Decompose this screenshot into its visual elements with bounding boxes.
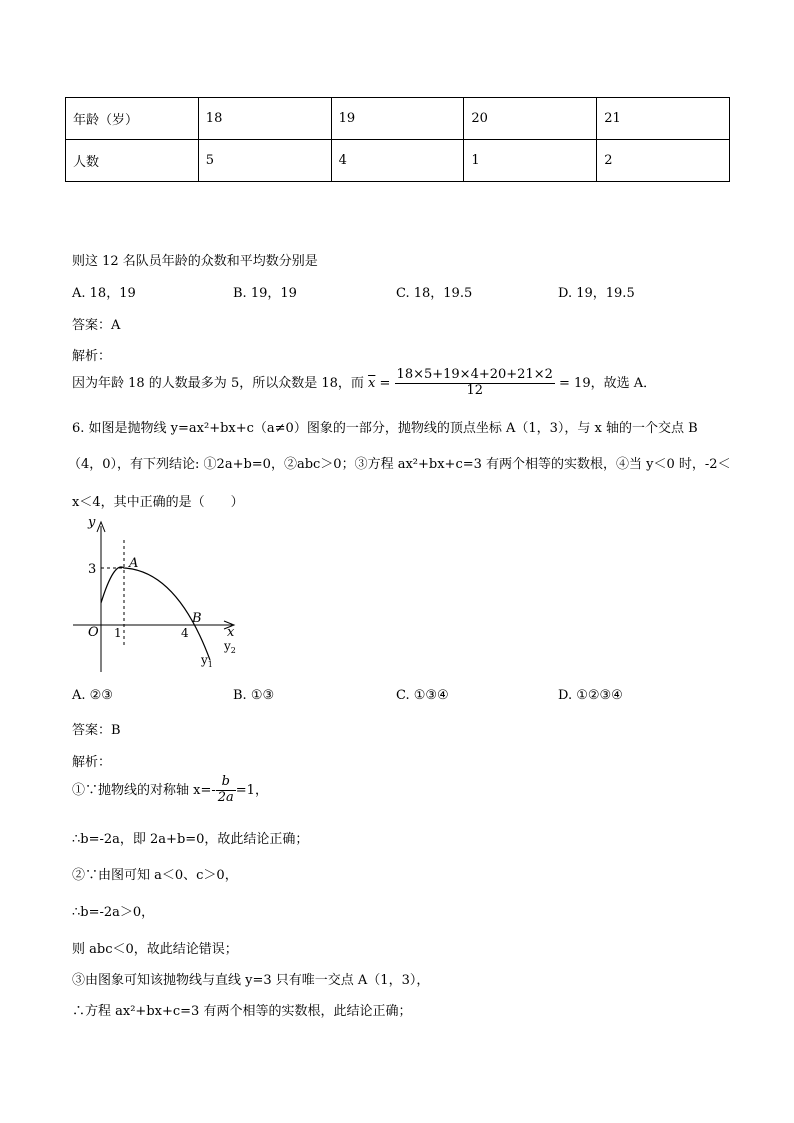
q6-solution-step5: 则 abc＜0，故此结论错误； <box>72 942 238 957</box>
symmetry-fraction <box>216 775 236 806</box>
symmetry-fraction-numerator: b <box>216 775 236 791</box>
table-cell: 20 <box>464 98 597 140</box>
point-b-label: B <box>192 611 202 626</box>
q6-solution-step1 <box>72 775 268 806</box>
mean-fraction-numerator: 18×5+19×4+20+21×2 <box>396 367 553 382</box>
curve-y1-letter: y <box>201 653 208 667</box>
table-cell: 2 <box>597 140 730 182</box>
q6-option-c: C. ①③④ <box>396 688 449 703</box>
curve-y2-label <box>223 639 236 655</box>
q5-answer: 答案：A <box>72 318 121 333</box>
vertex-a-label: A <box>129 556 139 571</box>
q6-stem-line2: （4，0），有下列结论: ①2a+b=0，②abc＞0；③方程 ax²+bx+c=3 有两个相等的实数根，④当 y＜0 时，-2＜ <box>68 457 731 472</box>
q6-option-b: B. ①③ <box>233 688 275 703</box>
q6-answer: 答案：B <box>72 723 121 738</box>
table-cell: 4 <box>331 140 464 182</box>
curve-y2-letter: y <box>224 639 231 653</box>
symmetry-fraction-denominator: 2a <box>217 789 234 805</box>
table-cell: 19 <box>331 98 464 140</box>
table-cell: 人数 <box>66 140 199 182</box>
step1-suffix: =1， <box>235 782 268 798</box>
q6-option-d: D. ①②③④ <box>558 688 623 703</box>
table-cell: 21 <box>597 98 730 140</box>
q5-option-b: B. 19，19 <box>233 286 297 301</box>
q6-analysis-label: 解析： <box>72 755 112 770</box>
x-axis-label: x <box>227 625 235 640</box>
q5-option-c: C. 18，19.5 <box>396 286 473 301</box>
curve-y1-subscript: 1 <box>207 660 213 669</box>
q5-explain-suffix: = 19，故选 A． <box>554 375 657 391</box>
curve-y2-subscript: 2 <box>230 646 236 655</box>
q6-option-a: A. ②③ <box>72 688 113 703</box>
tick-label-1: 1 <box>114 626 122 640</box>
table-cell: 5 <box>198 140 331 182</box>
tick-label-3: 3 <box>88 562 97 577</box>
y-axis-label: y <box>88 515 96 530</box>
q6-stem-line1: 6. 如图是抛物线 y=ax²+bx+c（a≠0）图象的一部分，抛物线的顶点坐标 A（1，3），与 x 轴的一个交点 B <box>72 421 698 436</box>
q6-solution-step6: ③由图象可知该抛物线与直线 y=3 只有唯一交点 A（1，3）， <box>72 973 430 988</box>
q6-solution-step4: ∴b=-2a＞0， <box>72 905 155 920</box>
q5-stem: 则这 12 名队员年龄的众数和平均数分别是 <box>72 254 318 269</box>
origin-label: O <box>88 625 99 640</box>
table-cell: 年龄（岁） <box>66 98 199 140</box>
table-cell: 18 <box>198 98 331 140</box>
table-cell: 1 <box>464 140 597 182</box>
q6-solution-step3: ②∵由图可知 a＜0、c＞0， <box>72 868 238 883</box>
q6-stem-line3: x＜4，其中正确的是（ ） <box>72 495 244 510</box>
q5-explain-prefix: 因为年龄 18 的人数最多为 5，所以众数是 18，而 <box>72 375 369 391</box>
mean-fraction-denominator: 12 <box>466 382 483 398</box>
equals-sign: = <box>375 375 395 391</box>
q5-option-d: D. 19，19.5 <box>558 286 635 301</box>
step1-prefix: ①∵抛物线的对称轴 x=- <box>72 782 216 798</box>
tick-label-4: 4 <box>181 626 189 640</box>
q6-solution-step7: ∴方程 ax²+bx+c=3 有两个相等的实数根，此结论正确； <box>72 1004 412 1019</box>
q6-solution-step2: ∴b=-2a，即 2a+b=0，故此结论正确； <box>72 832 309 847</box>
q5-option-a: A. 18，19 <box>72 286 136 301</box>
curve-y1-label <box>200 653 213 669</box>
q5-analysis-label: 解析： <box>72 349 112 364</box>
mean-symbol: $\overline{x}$ <box>368 375 376 391</box>
